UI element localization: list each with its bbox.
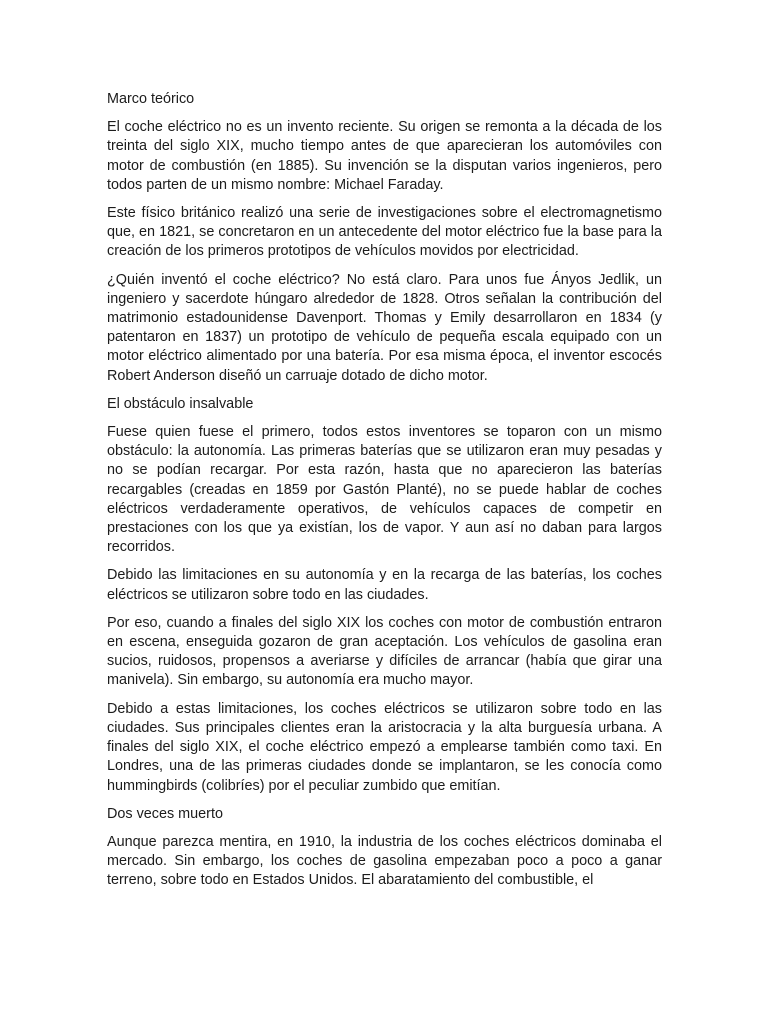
- section-heading-dos-veces-muerto: Dos veces muerto: [107, 805, 223, 822]
- paragraph: Por eso, cuando a finales del siglo XIX los coches con motor de combustión entraron en escena, enseguida gozaron de gran aceptación. Los vehículos de gasolina eran sucios, ruidosos, propensos a averiarse y difíciles de arrancar (había que girar una manivela). Sin embargo, su autonomía era mucho mayor.: [107, 614, 662, 689]
- document-page: [107, 90, 662, 1024]
- paragraph: ¿Quién inventó el coche eléctrico? No está claro. Para unos fue Ányos Jedlik, un ingeniero y sacerdote húngaro alrededor de 1828. Otros señalan la contribución del matrimonio estadounidense Davenport. Thomas y Emily desarrollaron en 1834 (y patentaron en 1837) un prototipo de vehículo de pequeña escala equipado con un motor eléctrico alimentado por una batería. Por esa misma época, el inventor escocés Robert Anderson diseñó un carruaje dotado de dicho motor.: [107, 271, 662, 384]
- section-heading-obstaculo-insalvable: El obstáculo insalvable: [107, 395, 254, 412]
- paragraph: Debido las limitaciones en su autonomía y en la recarga de las baterías, los coches eléctricos se utilizaron sobre todo en las ciudades.: [107, 567, 662, 603]
- paragraph: Aunque parezca mentira, en 1910, la industria de los coches eléctricos dominaba el mercado. Sin embargo, los coches de gasolina empezaban poco a poco a ganar terreno, sobre todo en Estados Unidos. El abaratamiento del combustible, el: [107, 833, 662, 889]
- section-heading-marco-teorico: Marco teórico: [107, 91, 195, 107]
- paragraph: Este físico británico realizó una serie de investigaciones sobre el electromagnetismo que, en 1821, se concretaron en un antecedente del motor eléctrico fue la base para la creación de los primeros prototipos de vehículos movidos por electricidad.: [107, 205, 662, 260]
- paragraph: Fuese quien fuese el primero, todos estos inventores se toparon con un mismo obstáculo: la autonomía. Las primeras baterías que se utilizaron eran muy pesadas y no se podían recargar. Por esta razón, hasta que no aparecieron las baterías recargables (creadas en 1859 por Gastón Planté), no se puede hablar de coches eléctricos verdaderamente operativos, de vehículos capaces de competir en prestaciones con los que ya existían, los de vapor. Y aun así no daban para largos recorridos.: [107, 424, 662, 556]
- paragraph: Debido a estas limitaciones, los coches eléctricos se utilizaron sobre todo en las ciudades. Sus principales clientes eran la aristocracia y la alta burguesía urbana. A finales del siglo XIX, el coche eléctrico empezó a emplearse también como taxi. En Londres, una de las primeras ciudades donde se implantaron, se les conocía como hummingbirds (colibríes) por el peculiar zumbido que emitían.: [107, 700, 662, 794]
- paragraph: El coche eléctrico no es un invento reciente. Su origen se remonta a la década de los treinta del siglo XIX, mucho tiempo antes de que aparecieran los automóviles con motor de combustión (en 1885). Su invención se la disputan varios ingenieros, pero todos parten de un mismo nombre: Michael Faraday.: [107, 119, 662, 193]
